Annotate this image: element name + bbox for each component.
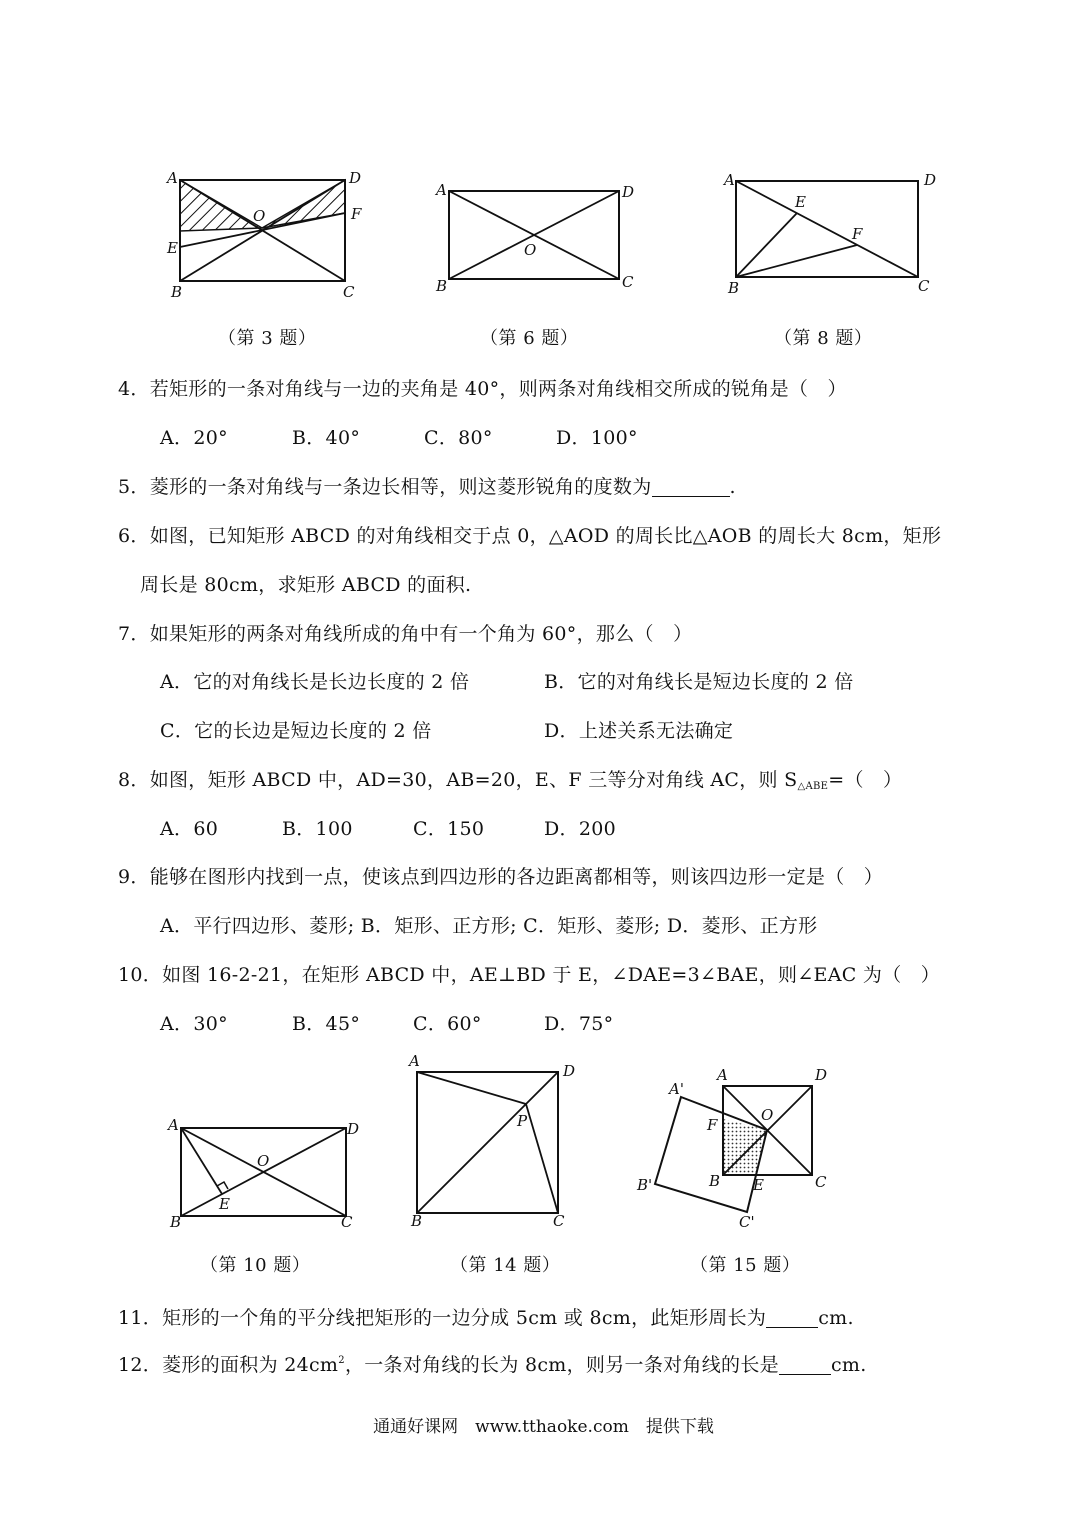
question-8-option-d: D．200 — [544, 818, 616, 840]
figure-q8 — [718, 167, 943, 306]
question-6-line-2: 周长是 80cm，求矩形 ABCD 的面积. — [140, 574, 472, 596]
question-9: 9．能够在图形内找到一点，使该点到四边形的各边距离都相等，则该四边形一定是（ ） — [118, 866, 884, 888]
figure-q3 — [165, 165, 365, 309]
question-8 — [118, 765, 902, 792]
question-4-option-d: D．100° — [556, 427, 638, 449]
svg-text:D: D — [349, 169, 362, 187]
question-10-option-d: D．75° — [544, 1013, 614, 1035]
figure-q6 — [432, 175, 642, 304]
question-11 — [118, 1303, 854, 1330]
question-4-option-c: C．80° — [424, 427, 493, 449]
figure-q8-drawing — [718, 167, 943, 302]
figure-q8-caption: （第 8 题） — [774, 328, 873, 349]
svg-text:E: E — [753, 1176, 764, 1194]
svg-text:C': C' — [739, 1213, 755, 1231]
svg-text:D: D — [622, 183, 635, 201]
answer-blank — [766, 1311, 818, 1328]
svg-text:B: B — [728, 279, 740, 297]
svg-text:A: A — [167, 169, 178, 187]
question-11-text: 11．矩形的一个角的平分线把矩形的一边分成 5cm 或 8cm，此矩形周长为 — [118, 1307, 767, 1329]
question-7: 7．如果矩形的两条对角线所成的角中有一个角为 60°，那么（ ） — [118, 623, 693, 645]
question-5 — [118, 472, 736, 499]
svg-text:F: F — [707, 1116, 718, 1134]
figure-q14 — [405, 1052, 585, 1236]
question-8-tail: =（ ） — [828, 769, 903, 791]
svg-text:B: B — [709, 1172, 721, 1190]
figure-q3-drawing — [165, 165, 365, 305]
question-5-text: 5．菱形的一条对角线与一条边长相等，则这菱形锐角的度数为 — [118, 476, 652, 498]
question-10-option-a: A．30° — [160, 1013, 228, 1035]
svg-text:P: P — [517, 1112, 528, 1130]
question-7-option-d: D．上述关系无法确定 — [544, 720, 734, 742]
question-7-option-c: C．它的长边是短边长度的 2 倍 — [160, 720, 432, 742]
figure-q10-drawing — [165, 1112, 365, 1232]
svg-text:A: A — [724, 171, 735, 189]
svg-text:B: B — [170, 1213, 182, 1231]
figure-q15-drawing — [635, 1062, 835, 1232]
figure-q10-caption: （第 10 题） — [200, 1255, 311, 1276]
answer-blank — [652, 480, 730, 497]
figure-q14-caption: （第 14 题） — [450, 1255, 561, 1276]
question-8-option-b: B．100 — [282, 818, 353, 840]
figure-q15 — [635, 1062, 835, 1236]
svg-text:O: O — [253, 207, 266, 225]
svg-text:C: C — [918, 277, 930, 295]
page-footer: 通通好课网 www.tthaoke.com 提供下载 — [373, 1417, 714, 1437]
svg-text:E: E — [167, 239, 178, 257]
svg-text:F: F — [852, 225, 863, 243]
question-8-option-c: C．150 — [413, 818, 485, 840]
question-7-option-a: A．它的对角线长是长边长度的 2 倍 — [160, 671, 470, 693]
svg-text:D: D — [347, 1120, 360, 1138]
svg-text:D: D — [924, 171, 937, 189]
figure-q15-caption: （第 15 题） — [690, 1255, 801, 1276]
svg-text:C: C — [815, 1173, 827, 1191]
question-4-option-b: B．40° — [292, 427, 361, 449]
svg-text:O: O — [257, 1152, 270, 1170]
svg-text:E: E — [219, 1195, 230, 1213]
question-4-option-a: A．20° — [160, 427, 228, 449]
svg-text:B': B' — [637, 1176, 653, 1194]
svg-text:C: C — [553, 1212, 565, 1230]
question-12-tail: cm. — [830, 1354, 867, 1376]
question-9-options: A．平行四边形、菱形; B．矩形、正方形; C．矩形、菱形; D．菱形、正方形 — [160, 915, 818, 937]
question-12-mid: ，一条对角线的长为 8cm，则另一条对角线的长是 — [344, 1354, 779, 1376]
question-4: 4．若矩形的一条对角线与一边的夹角是 40°，则两条对角线相交所成的锐角是（ ） — [118, 378, 847, 400]
svg-text:A: A — [436, 181, 447, 199]
question-12-superscript: 2 — [338, 1355, 345, 1366]
question-5-tail: . — [729, 476, 736, 498]
question-8-subscript: △ABE — [797, 781, 829, 792]
question-8-text: 8．如图，矩形 ABCD 中，AD=30，AB=20，E、F 三等分对角线 AC，则 S — [118, 769, 798, 791]
svg-text:D: D — [815, 1066, 828, 1084]
svg-text:A: A — [717, 1066, 728, 1084]
svg-text:O: O — [524, 241, 537, 259]
figure-q6-drawing — [432, 175, 642, 300]
figure-q10 — [165, 1112, 365, 1236]
svg-text:C: C — [343, 283, 355, 301]
question-8-option-a: A．60 — [160, 818, 219, 840]
svg-text:B: B — [411, 1212, 423, 1230]
svg-text:O: O — [761, 1106, 774, 1124]
svg-text:A': A' — [669, 1080, 684, 1098]
svg-text:F: F — [351, 205, 362, 223]
question-12 — [118, 1350, 867, 1377]
question-12-text: 12．菱形的面积为 24cm — [118, 1354, 339, 1376]
figure-q14-drawing — [405, 1052, 585, 1232]
answer-blank — [779, 1358, 831, 1375]
question-7-option-b: B．它的对角线长是短边长度的 2 倍 — [544, 671, 854, 693]
question-10-option-c: C．60° — [413, 1013, 482, 1035]
svg-text:A: A — [409, 1052, 420, 1070]
svg-text:C: C — [622, 273, 634, 291]
svg-text:E: E — [795, 193, 806, 211]
question-6-line-1: 6．如图，已知矩形 ABCD 的对角线相交于点 0，△AOD 的周长比△AOB 的周长大 8cm，矩形 — [118, 525, 942, 547]
figure-q3-caption: （第 3 题） — [218, 328, 317, 349]
svg-text:C: C — [341, 1213, 353, 1231]
question-10-option-b: B．45° — [292, 1013, 361, 1035]
svg-text:A: A — [168, 1116, 179, 1134]
svg-text:B: B — [436, 277, 448, 295]
figure-q6-caption: （第 6 题） — [480, 328, 579, 349]
svg-text:D: D — [563, 1062, 576, 1080]
question-10: 10．如图 16-2-21，在矩形 ABCD 中，AE⊥BD 于 E，∠DAE=3∠BAE，则∠EAC 为（ ） — [118, 964, 941, 986]
question-11-tail: cm. — [818, 1307, 854, 1329]
svg-text:B: B — [171, 283, 183, 301]
